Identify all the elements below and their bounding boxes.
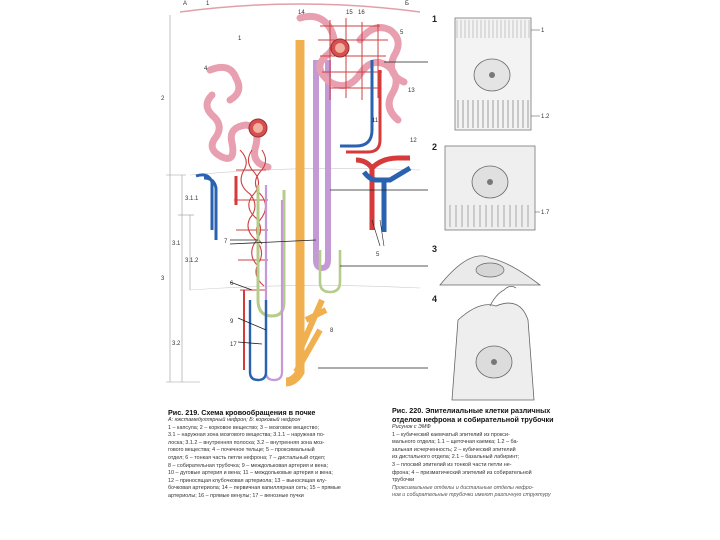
cell-thin-limb-epithelium xyxy=(440,256,540,285)
label-top-14: 14 xyxy=(298,10,305,16)
figure-220-line: мального отдела; 1.1 – щеточная каемка; 1.2 – ба- xyxy=(392,439,519,446)
label-3-1-1: 3.1.1 xyxy=(185,196,199,202)
figure-220-line: трубочки xyxy=(392,477,415,484)
arcuate-vein-left xyxy=(196,175,216,240)
figure-219-subtitle: А: юкстамедуллярный нефрон; Б: корковый нефрон xyxy=(168,417,301,423)
label-3-1: 3.1 xyxy=(172,241,181,247)
figure-219-line: артериолы; 16 – прямые венулы; 17 – венозные пучки xyxy=(168,492,304,499)
figure-219-line: гового вещества; 4 – почечное тельце; 5 – проксимальный xyxy=(168,447,315,454)
label-right-13: 13 xyxy=(408,88,415,94)
figure-220-line: 3 – плоский эпителий из тонкой части петли не- xyxy=(392,461,512,468)
label-A: А xyxy=(183,1,188,7)
cell-distal-epithelium xyxy=(445,146,540,230)
figure-219-caption xyxy=(168,408,373,501)
label-inner-6: 6 xyxy=(230,281,234,287)
figure-220-line: 1 – кубический каемчатый эпителий из прокси- xyxy=(392,431,510,438)
panel-1-label: 1 xyxy=(432,14,438,24)
peritubular-capillary-network xyxy=(234,150,268,290)
label-2: 2 xyxy=(161,96,165,102)
panel-2-label: 2 xyxy=(432,142,438,152)
label-right-11: 11 xyxy=(372,118,379,124)
label-inner-4: 4 xyxy=(204,66,208,72)
figure-219-line: лоска; 3.1.2 – внутренняя полоска; 3.2 – внутренняя зона моз- xyxy=(168,439,325,446)
figure-219-line: 8 – собирательная трубочка; 9 – междольковая артерия и вена; xyxy=(168,462,329,469)
figure-219-title: Рис. 219. Схема кровообращения в почке xyxy=(168,408,316,417)
panel-3-label: 3 xyxy=(432,244,438,254)
figure-220-line: зальная исчерченность; 2 – кубический эпителий xyxy=(392,446,516,453)
label-top-15: 15 xyxy=(346,10,353,16)
figure-219-line: 10 – дуговые артерия и вена; 11 – междольковые артерия и вена; xyxy=(168,470,333,477)
figure-219-line: 3.1 – наружная зона мозгового вещества; 3.1.1 – наружная по- xyxy=(168,432,325,439)
figure-219-line: бочковая артериола; 14 – первичная капиллярная сеть; 15 – прямые xyxy=(168,485,341,492)
label-inner-17: 17 xyxy=(230,342,237,348)
label-1-top: 1 xyxy=(206,1,210,7)
figure-219-line: 1 – капсула; 2 – корковое вещество; 3 – мозговое вещество; xyxy=(168,424,319,431)
distal-tubule-left xyxy=(258,185,284,316)
figure-220-subtitle: Рисунок с ЭМФ xyxy=(392,424,431,430)
label-inner-9: 9 xyxy=(230,319,234,325)
figure-220-italic-note: нов и собирательные трубочки имеют различную структуру xyxy=(392,492,551,499)
label-right-8: 8 xyxy=(330,328,334,334)
cell-proximal-epithelium xyxy=(455,18,540,130)
cell-collecting-duct-epithelium xyxy=(452,286,534,400)
figure-220-title: Рис. 220. Эпителиальные клетки различных отделов нефрона и собирательной трубочки xyxy=(392,406,554,424)
label-3: 3 xyxy=(161,276,165,282)
cell-label-1-7: 1.7 xyxy=(541,210,550,216)
figure-220-line: фрона; 4 – призматический эпителий из собирательной xyxy=(392,469,532,476)
figure-219-line: отдел; 6 – тонкая часть петли нефрона; 7 – дистальный отдел; xyxy=(168,454,326,461)
figure-220-italic-note: Проксимальные отделы и дистальные отделы нефро- xyxy=(392,484,534,491)
cell-label-1-2: 1.2 xyxy=(541,114,550,120)
label-right-12: 12 xyxy=(410,138,417,144)
label-3-1-2: 3.1.2 xyxy=(185,258,199,264)
figure-220-line: из дистального отдела; 2.1 – базальный лабиринт; xyxy=(392,454,520,461)
label-3-2: 3.2 xyxy=(172,341,181,347)
panel-4-label: 4 xyxy=(432,294,438,304)
label-top-5: 5 xyxy=(400,30,404,36)
figure-219-line: 12 – приносящая клубочковая артериола; 13 – выносящая клу- xyxy=(168,477,327,484)
label-B: Б xyxy=(405,1,409,7)
label-inner-1: 1 xyxy=(238,36,242,42)
cell-label-1: 1 xyxy=(541,28,545,34)
figure-220-caption xyxy=(392,406,564,500)
label-top-16: 16 xyxy=(358,10,365,16)
interlobular-vein-right xyxy=(340,60,372,146)
collecting-duct xyxy=(286,40,300,382)
label-right-5b: 5 xyxy=(376,252,380,258)
label-inner-7: 7 xyxy=(224,239,228,245)
thin-loop-of-henle xyxy=(316,60,328,268)
